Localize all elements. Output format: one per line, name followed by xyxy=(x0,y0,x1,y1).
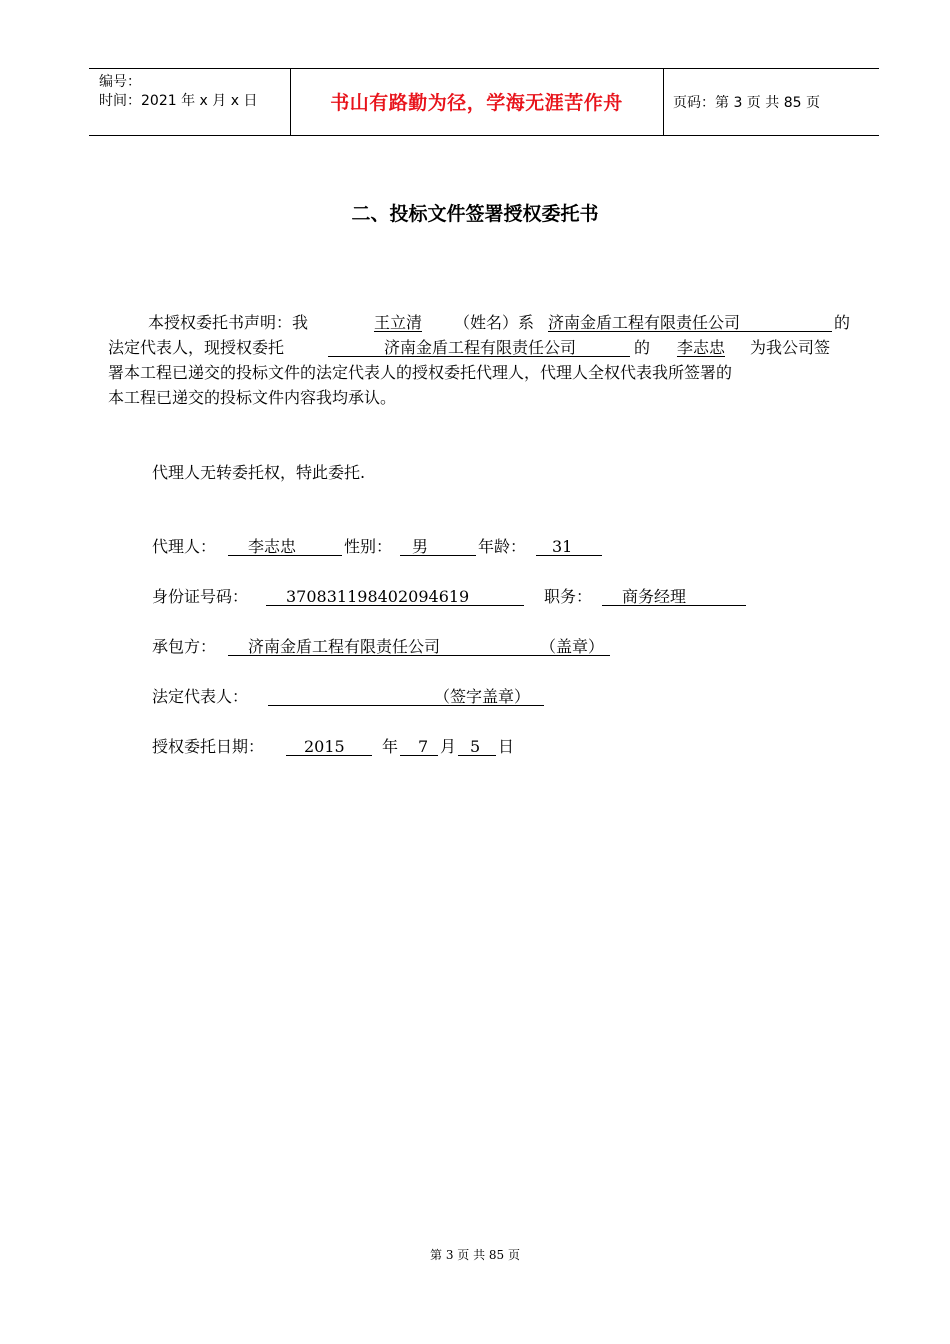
page-footer: 第 3 页 共 85 页 xyxy=(430,1248,520,1262)
declaration-prefix: 本授权委托书声明：我 xyxy=(148,313,309,332)
page-header xyxy=(89,68,879,136)
company-name-1: 济南金盾工程有限责任公司 xyxy=(548,313,741,332)
date-year-underline xyxy=(286,755,372,756)
age-label: 年龄： xyxy=(478,537,527,556)
document-time: 时间：2021 年 x 月 x 日 xyxy=(99,93,258,109)
declaration-line2-mid: 的 xyxy=(634,338,651,357)
date-year-unit: 年 xyxy=(382,737,399,756)
date-month-underline xyxy=(400,755,438,756)
date-day-unit: 日 xyxy=(498,737,515,756)
date-day-underline xyxy=(458,755,496,756)
contractor-company: 济南金盾工程有限责任公司 xyxy=(248,637,441,656)
company-name-2-underline xyxy=(328,356,630,357)
header-left-cell xyxy=(89,69,291,135)
document-title: 二、投标文件签署授权委托书 xyxy=(351,203,599,225)
date-month-unit: 月 xyxy=(440,737,457,756)
contractor-label: 承包方： xyxy=(152,637,217,656)
position-underline xyxy=(602,605,746,606)
age-underline xyxy=(536,555,602,556)
document-number-label: 编号： xyxy=(99,74,141,90)
declaration-name-note: （姓名）系 xyxy=(454,313,535,332)
header-middle-cell xyxy=(290,69,664,135)
agent-name-inline: 李志忠 xyxy=(676,338,725,357)
agent-name-underline xyxy=(228,555,342,556)
header-right-cell xyxy=(663,69,879,135)
date-day: 5 xyxy=(470,737,481,756)
header-motto: 书山有路勤为径，学海无涯苦作舟 xyxy=(330,92,623,114)
id-number-label: 身份证号码： xyxy=(152,587,249,606)
legal-rep-signature-line xyxy=(268,705,544,706)
id-number-underline xyxy=(266,605,524,606)
declaration-line3: 署本工程已递交的投标文件的法定代表人的授权委托代理人，代理人全权代表我所签署的 xyxy=(108,363,733,382)
position-label: 职务： xyxy=(544,587,593,606)
agent-name: 李志忠 xyxy=(248,537,297,556)
company-name-1-underline xyxy=(548,331,832,332)
declaration-line1-end: 的 xyxy=(834,313,851,332)
grantor-name: 王立清 xyxy=(373,313,422,332)
id-number-value: 370831198402094619 xyxy=(286,587,470,606)
declaration-line2-prefix: 法定代表人，现授权委托 xyxy=(108,338,285,357)
header-page-number: 页码：第 3 页 共 85 页 xyxy=(673,95,820,111)
gender-value: 男 xyxy=(412,537,429,556)
age-value: 31 xyxy=(552,537,573,556)
date-label: 授权委托日期： xyxy=(152,737,265,756)
no-transfer-statement: 代理人无转委托权，特此委托. xyxy=(152,463,366,482)
legal-rep-label: 法定代表人： xyxy=(152,687,249,706)
date-year: 2015 xyxy=(304,737,345,756)
gender-label: 性别： xyxy=(344,537,393,556)
declaration-line2-end: 为我公司签 xyxy=(750,338,831,357)
sign-note: （签字盖章） xyxy=(434,687,531,706)
contractor-underline xyxy=(228,655,610,656)
seal-note: （盖章） xyxy=(540,637,605,656)
agent-label: 代理人： xyxy=(152,537,217,556)
gender-underline xyxy=(400,555,476,556)
date-month: 7 xyxy=(418,737,429,756)
position-value: 商务经理 xyxy=(622,587,687,606)
declaration-line4: 本工程已递交的投标文件内容我均承认。 xyxy=(108,388,397,407)
company-name-2: 济南金盾工程有限责任公司 xyxy=(384,338,577,357)
